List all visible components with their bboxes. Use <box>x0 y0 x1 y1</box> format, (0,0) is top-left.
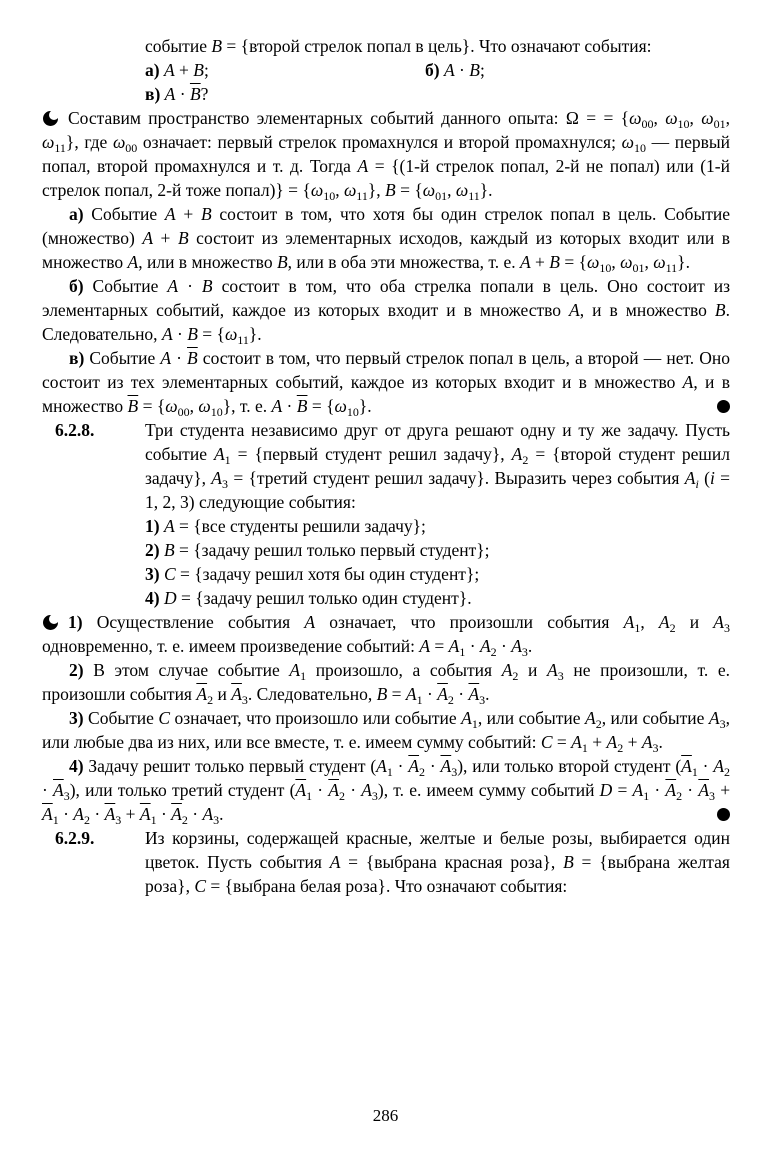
subitem-v-block <box>145 82 730 106</box>
problem-628-item-2: 2) B = {задачу решил только первый студент}; <box>145 540 490 560</box>
solution-start-icon <box>42 613 59 630</box>
problem-629-body <box>145 826 730 898</box>
problem-628 <box>42 418 730 610</box>
subitem-a: а) A + B; <box>145 60 209 80</box>
solution-628-paragraph-2: 2) В этом случае событие $A_1$ произошло, а события $A_2$ и $A_3$ не произошли, т. е. произошли события $\overline{A}_2$ и $\overline{A}_3$. Следовательно, $B = A_1 \cdot \overline{A}_2 \cdot \overline{A}_3$. <box>42 660 730 707</box>
solution-628-text-1: 1) Осуществление события A означает, что произошли события $A_1$, $A_2$ и $A_3$ одновременно, т. е. имеем произведение событий: $A = A_1 \cdot A_2 \cdot A_3$. <box>42 612 730 659</box>
problem-627-continuation <box>42 34 730 106</box>
solution-intro-paragraph <box>42 106 730 202</box>
continuation-block <box>145 34 730 58</box>
problem-629 <box>42 826 730 898</box>
problem-628-statement: Три студента независимо друг от друга решают одну и ту же задачу. Пусть событие $A_1$ = {первый студент решил задачу}, $A_2$ = {второй студент решил задачу}, $A_3$ = {третий студент решил задачу}. Выразить через события $A_i$ (i = 1, 2, 3) следующие события: <box>145 420 731 512</box>
problem-628-item-3: 3) C = {задачу решил хотя бы один студент}; <box>145 564 480 584</box>
subitem-b: б) A · B; <box>425 60 485 80</box>
solution-b-paragraph: б) Событие A · B состоит в том, что оба стрелка попали в цель. Оно состоит из элементарных событий, каждое из которых входит и в множество A, и в множество B. Следовательно, $A \cdot B = \{\omega_{11}\}$. <box>42 276 730 347</box>
problem-629-statement: Из корзины, содержащей красные, желтые и белые розы, выбирается один цветок. Пусть события A = {выбрана красная роза}, B = {выбрана желтая роза}, C = {выбрана белая роза}. Что означают события: <box>145 828 730 896</box>
solution-v-paragraph <box>42 346 730 418</box>
end-of-solution-icon <box>717 808 730 821</box>
solution-628-text-4: 4) Задачу решит только первый студент $(A_1 \cdot \overline{A}_2 \cdot \overline{A}_3)$, или только второй студент $(\overline{A}_1 \cdot A_2 \cdot \overline{A}_3)$, или только третий студент $(\overline{A}_1 \cdot \overline{A}_2 \cdot A_3)$, т. е. имеем сумму событий $D = A_1 \cdot \overline{A}_2 \cdot \overline{A}_3 + \overline{A}_1 \cdot A_2 \cdot \overline{A}_3 + \overline{A}_1 \cdot \overline{A}_2 \cdot A_3$. <box>42 756 731 827</box>
solution-start-icon <box>42 109 59 126</box>
end-of-solution-icon <box>717 400 730 413</box>
subitem-v: в) $A \cdot \overline{B}$? <box>145 84 209 104</box>
problem-628-body <box>145 418 730 610</box>
solution-628 <box>42 610 730 826</box>
continuation-text: событие B = {второй стрелок попал в цель}. Что означают события: <box>145 36 652 56</box>
problem-628-number: 6.2.8. <box>55 420 95 440</box>
solution-628-paragraph-1 <box>42 610 730 658</box>
solution-a-paragraph: а) Событие A + B состоит в том, что хотя бы один стрелок попал в цель. Событие (множество) A + B состоит из элементарных исходов, каждый из которых входит или в множество A, или в множество B, или в оба эти множества, т. е. $A + B = \{\omega_{10}$, $\omega_{01}$, $\omega_{11}$}. <box>42 204 730 275</box>
problem-628-item-4: 4) D = {задачу решил только один студент}. <box>145 588 472 608</box>
solution-628-paragraph-3: 3) Событие C означает, что произошло или событие $A_1$, или событие $A_2$, или событие $A_3$, или любые два из них, или все вместе, т. е. имеем сумму событий: $C = A_1 + A_2 + A_3$. <box>42 708 730 755</box>
solution-628-paragraph-4 <box>42 754 730 826</box>
solution-intro-text: Составим пространство элементарных событий данного опыта: Ω = = {$\omega_{00}$, $\omega_{10}$, $\omega_{01}$, $\omega_{11}$}, где $\omega_{00}$ означает: первый стрелок промахнулся и второй промахнулся; $\omega_{10}$ — первый попал, второй промахнулся и т. д. Тогда A = {(1-й стрелок попал, 2-й не попал) или (1-й стрелок попал, 2-й тоже попал)} = {$\omega_{10}$, $\omega_{11}$}, $B = \{\omega_{01}$, $\omega_{11}$}. <box>42 108 731 203</box>
solution-627 <box>42 106 730 418</box>
problem-628-item-1: 1) A = {все студенты решили задачу}; <box>145 516 426 536</box>
subitems-row <box>145 58 730 82</box>
problem-629-number: 6.2.9. <box>55 828 95 848</box>
solution-v-text: в) Событие $A \cdot \overline{B}$ состоит в том, что первый стрелок попал в цель, а второй — нет. Оно состоит из тех элементарных событий, каждое из которых входит и в множество A, и в множество $\overline{B} = \{\omega_{00}$, $\omega_{10}$}, т. е. $A \cdot \overline{B} = \{\omega_{10}\}$. <box>42 348 731 419</box>
page-number: 286 <box>372 1106 399 1125</box>
